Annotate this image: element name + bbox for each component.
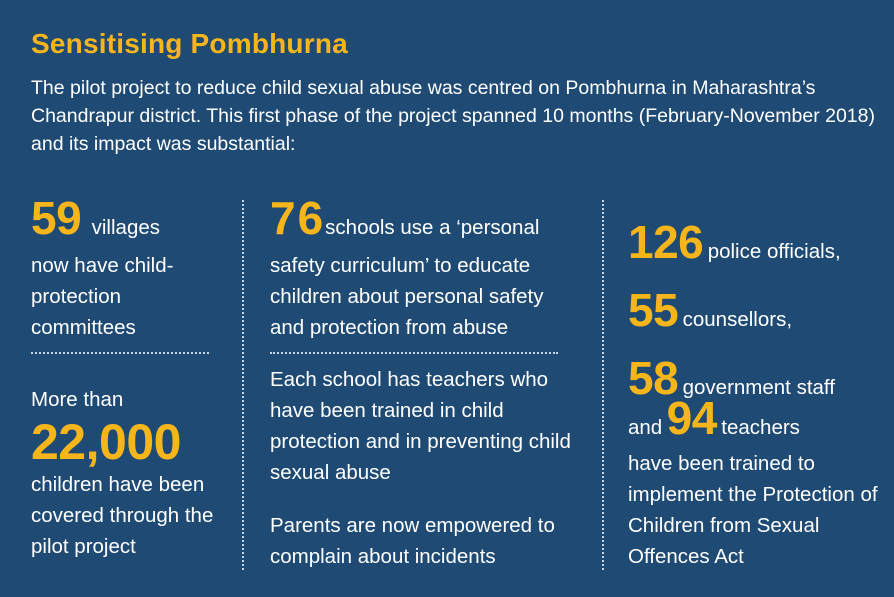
stat-children-number: 22,000 [31,414,181,470]
stat-counsellors-number: 55 [628,284,679,336]
stat-police-label: police officials, [707,240,841,263]
stat-govstaff-number: 58 [628,352,679,404]
stat-teachers-label: teachers [721,416,800,439]
stat-villages-number: 59 [31,192,82,244]
col2-divider [270,352,558,354]
stat-villages-text: now have child-protection committees [31,254,174,339]
stat-teachers-number: 94 [666,392,717,444]
stat-teachers [628,392,890,572]
stat-villages [31,192,231,343]
col1-divider [31,352,209,354]
stat-schools-word: schools use a ‘personal [325,216,540,239]
stat-children-text: children have been covered through the pilot project [31,473,214,558]
stat-children [31,384,236,562]
stat-schools [270,192,590,343]
stat-counsellors-label: counsellors, [682,308,793,331]
teachers-trained-text: Each school has teachers who have been trained in child protection and in preventing child sexual abuse [270,368,571,484]
stat-trained [628,214,890,418]
stat-villages-word: villages [91,216,160,239]
stat-schools-number: 76 [270,192,326,244]
intro-paragraph: The pilot project to reduce child sexual abuse was centred on Pombhurna in Maharashtra’s Chandrapur district. This first phase of the project spanned 10 months (February-November 2018) and its impact was substantial: [31,77,875,155]
stat-govstaff-label: government staff [682,376,835,399]
stat-children-prefix: More than [31,388,124,411]
stat-police-number: 126 [628,216,704,268]
stat-schools-text: safety curriculum’ to educate children about personal safety and protection from abuse [270,254,544,339]
stat-teachers-and: and [628,416,663,439]
parents-empowered-text: Parents are now empowered to complain about incidents [270,514,555,568]
column-divider-2 [602,200,604,570]
column-divider-1 [242,200,244,570]
stat-teachers-text: have been trained to implement the Protection of Children from Sexual Offences Act [628,452,878,568]
page-title: Sensitising Pombhurna [31,28,348,59]
